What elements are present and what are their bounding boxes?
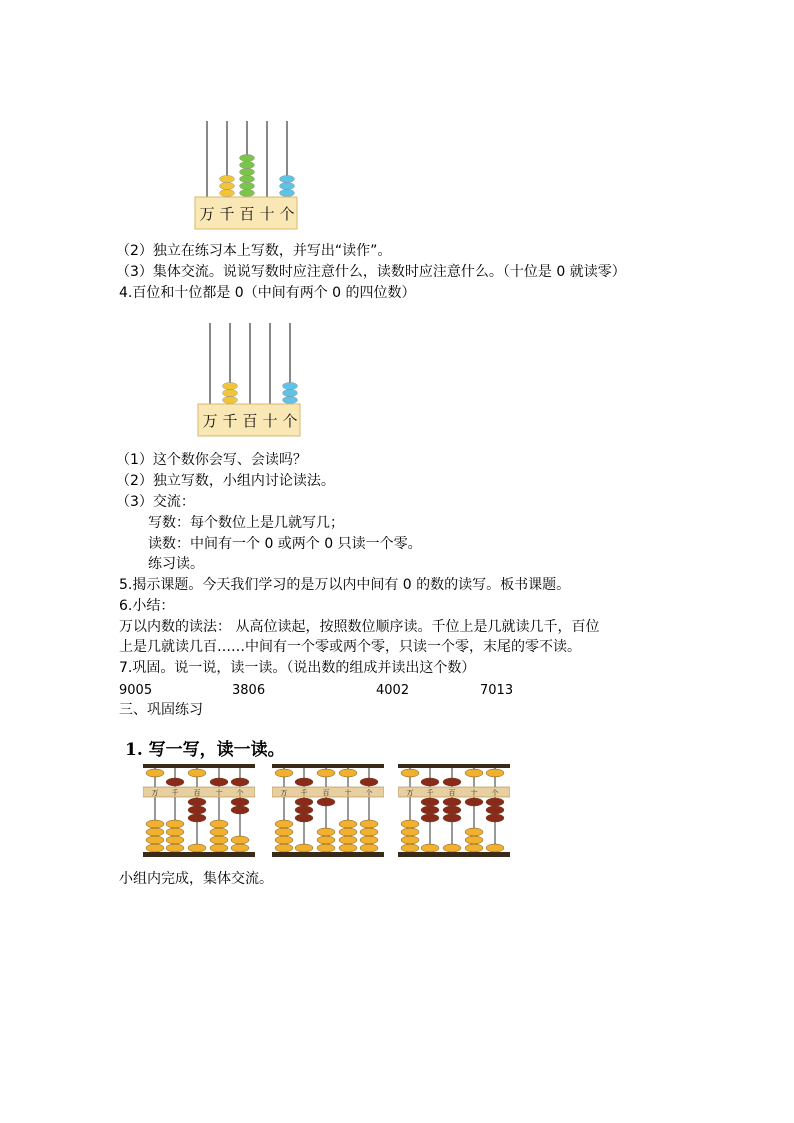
practice-text: 练习读。: [148, 556, 204, 572]
exercise-abacus-3-lower-bead: [443, 806, 461, 814]
abacus-1-bead: [220, 182, 235, 189]
exercise-abacus-1-lower-bead: [231, 798, 249, 806]
abacus-1-bead: [280, 175, 295, 182]
abacus-1-bead: [240, 182, 255, 189]
section-6-heading: 6.小结：: [119, 598, 175, 614]
exercise-abacus-3-label-1: 千: [426, 789, 434, 797]
abacus-1-bead: [280, 182, 295, 189]
exercise-abacus-1-lower-bead: [166, 844, 184, 852]
abacus-1-label-1: 千: [219, 205, 235, 223]
exercise-abacus-2-label-1: 千: [300, 789, 308, 797]
exercise-abacus-2-label-2: 百: [322, 789, 330, 797]
exercise-abacus-2-label-0: 万: [280, 789, 288, 797]
abacus-2-label-0: 万: [202, 412, 218, 430]
exercise-abacus-2-lower-bead: [275, 844, 293, 852]
number-3: 4002: [376, 683, 410, 698]
abacus-1-bead: [240, 168, 255, 175]
exercise-abacus-2-label-3: 十: [344, 789, 352, 797]
abacus-1-bead: [240, 175, 255, 182]
exercise-abacus-1-lower-bead: [188, 844, 206, 852]
exercise-abacus-2-lower-bead: [339, 820, 357, 828]
exercise-abacus-2-lower-bead: [295, 806, 313, 814]
abacus-figure-1: [192, 118, 302, 233]
section-4-heading: 4.百位和十位都是 0（中间有两个 0 的四位数）: [119, 285, 416, 301]
exercise-abacus-1-upper-bead: [231, 778, 249, 786]
abacus-1-label-2: 百: [239, 205, 255, 223]
abacus-2-label-3: 十: [262, 412, 278, 430]
abacus-1-bead: [240, 161, 255, 168]
exercise-abacus-2-lower-bead: [317, 798, 335, 806]
abacus-1-bead: [280, 189, 295, 196]
abacus-2-svg: [195, 320, 305, 437]
exercise-abacus-1-lower-bead: [210, 844, 228, 852]
exercise-abacus-3-lower-bead: [421, 798, 439, 806]
exercise-abacus-1-lower-bead: [231, 836, 249, 844]
abacus-2-bead: [283, 396, 298, 403]
exercise-abacus-1-upper-bead: [166, 778, 184, 786]
exercise-abacus-2-upper-bead: [360, 778, 378, 786]
step-2-text: （2）独立在练习本上写数，并写出“读作”。: [116, 243, 392, 259]
exercise-abacus-2-lower-bead: [317, 828, 335, 836]
exercise-abacus-3-label-3: 十: [470, 789, 478, 797]
exercise-abacus-1-lower-bead: [188, 814, 206, 822]
exercise-abacus-1-label-1: 千: [171, 789, 179, 797]
exercise-abacus-1-lower-bead: [231, 844, 249, 852]
abacus-2-bead: [283, 389, 298, 396]
exercise-abacus-3-lower-bead: [421, 806, 439, 814]
exercise-abacus-3-lower-bead: [443, 798, 461, 806]
exercise-abacus-1-lower-bead: [210, 828, 228, 836]
abacus-2-label-1: 千: [222, 412, 238, 430]
exercise-abacus-1-svg: [143, 764, 255, 857]
exercise-abacus-3-lower-bead: [486, 814, 504, 822]
exercise-abacus-1-lower-bead: [146, 828, 164, 836]
exercise-abacus-2-top-bar: [272, 764, 384, 768]
exercise-abacus-2-lower-bead: [295, 814, 313, 822]
exercise-abacus-2-label-4: 个: [365, 789, 373, 797]
exercise-abacus-3-lower-bead: [401, 820, 419, 828]
exercise-abacus-2-lower-bead: [317, 836, 335, 844]
exercise-abacus-1: [143, 764, 255, 857]
abacus-2-bead: [283, 382, 298, 389]
exercise-abacus-3-upper-bead: [401, 769, 419, 777]
closing-text: 小组内完成，集体交流。: [119, 871, 273, 887]
exercise-abacus-1-upper-bead: [146, 769, 164, 777]
q1-text: （1）这个数你会写、会读吗？: [116, 452, 307, 468]
exercise-abacus-1-top-bar: [143, 764, 255, 768]
exercise-abacus-2-lower-bead: [317, 844, 335, 852]
exercise-abacus-2-lower-bead: [360, 828, 378, 836]
exercise-abacus-3-svg: [398, 764, 510, 857]
exercise-abacus-2-lower-bead: [275, 820, 293, 828]
exercise-abacus-3-top-bar: [398, 764, 510, 768]
exercise-abacus-3-lower-bead: [401, 844, 419, 852]
exercise-abacus-2-lower-bead: [275, 828, 293, 836]
exercise-abacus-2: [272, 764, 384, 857]
exercise-abacus-2-lower-bead: [339, 844, 357, 852]
exercise-abacus-3-label-0: 万: [406, 789, 414, 797]
exercise-abacus-1-lower-bead: [166, 820, 184, 828]
abacus-1-bead: [240, 154, 255, 161]
exercise-abacus-2-lower-bead: [360, 836, 378, 844]
exercise-abacus-3-lower-bead: [401, 836, 419, 844]
exercise-abacus-1-upper-bead: [210, 778, 228, 786]
exercise-abacus-1-lower-bead: [146, 820, 164, 828]
exercise-abacus-3-lower-bead: [401, 828, 419, 836]
exercise-abacus-2-upper-bead: [295, 778, 313, 786]
exercise-abacus-2-upper-bead: [275, 769, 293, 777]
exercise-abacus-2-lower-bead: [275, 836, 293, 844]
q3-text: （3）交流：: [116, 494, 195, 510]
q2-text: （2）独立写数，小组内讨论读法。: [116, 473, 335, 489]
abacus-2-bead: [223, 382, 238, 389]
exercise-abacus-2-lower-bead: [339, 836, 357, 844]
abacus-2-bead: [223, 396, 238, 403]
number-4: 7013: [480, 683, 514, 698]
exercise-abacus-3: [398, 764, 510, 857]
exercise-abacus-3-lower-bead: [465, 844, 483, 852]
abacus-1-bead: [220, 175, 235, 182]
exercise-abacus-3-label-4: 个: [491, 789, 499, 797]
exercise-abacus-3-label-2: 百: [448, 789, 456, 797]
exercise-abacus-1-lower-bead: [166, 836, 184, 844]
exercise-heading: 1. 写一写，读一读。: [125, 740, 285, 760]
exercise-abacus-3-lower-bead: [421, 844, 439, 852]
abacus-2-label-4: 个: [282, 412, 298, 430]
abacus-figure-2: [195, 320, 305, 437]
exercise-abacus-1-lower-bead: [166, 828, 184, 836]
exercise-abacus-1-lower-bead: [146, 836, 164, 844]
exercise-abacus-1-lower-bead: [210, 820, 228, 828]
exercise-abacus-2-lower-bead: [360, 820, 378, 828]
abacus-1-bead: [240, 189, 255, 196]
exercise-abacus-1-label-0: 万: [151, 789, 159, 797]
abacus-1-bead: [220, 189, 235, 196]
exercise-abacus-1-label-4: 个: [236, 789, 244, 797]
exercise-abacus-1-bottom-bar: [143, 852, 255, 857]
exercise-abacus-2-bottom-bar: [272, 852, 384, 857]
abacus-1-label-3: 十: [259, 205, 275, 223]
exercise-abacus-2-lower-bead: [295, 844, 313, 852]
exercise-abacus-3-upper-bead: [486, 769, 504, 777]
exercise-abacus-3-lower-bead: [465, 836, 483, 844]
exercise-abacus-3-upper-bead: [421, 778, 439, 786]
exercise-abacus-2-upper-bead: [317, 769, 335, 777]
exercise-abacus-2-lower-bead: [339, 828, 357, 836]
section-5-text: 5.揭示课题。今天我们学习的是万以内中间有 0 的数的读写。板书课题。: [119, 577, 571, 593]
exercise-abacus-2-lower-bead: [295, 798, 313, 806]
number-1: 9005: [119, 683, 153, 698]
step-3-text: （3）集体交流。说说写数时应注意什么，读数时应注意什么。（十位是 0 就读零）: [116, 264, 626, 280]
number-2: 3806: [232, 683, 266, 698]
abacus-1-label-0: 万: [199, 205, 215, 223]
exercise-abacus-1-lower-bead: [210, 836, 228, 844]
exercise-abacus-1-lower-bead: [231, 806, 249, 814]
write-rule-text: 写数：每个数位上是几就写几；: [148, 515, 344, 531]
exercise-abacus-3-lower-bead: [443, 844, 461, 852]
exercise-abacus-1-lower-bead: [146, 844, 164, 852]
exercise-abacus-3-lower-bead: [421, 814, 439, 822]
exercise-abacus-3-lower-bead: [465, 828, 483, 836]
abacus-1-svg: [192, 118, 302, 233]
exercise-abacus-1-upper-bead: [188, 769, 206, 777]
exercise-abacus-3-lower-bead: [465, 798, 483, 806]
exercise-abacus-1-lower-bead: [188, 806, 206, 814]
section-7-text: 7.巩固。说一说，读一读。（说出数的组成并读出这个数）: [119, 660, 476, 676]
summary-line-2: 上是几就读几百……中间有一个零或两个零，只读一个零，末尾的零不读。: [119, 639, 581, 655]
abacus-1-label-4: 个: [279, 205, 295, 223]
exercise-abacus-3-upper-bead: [443, 778, 461, 786]
exercise-abacus-1-label-3: 十: [215, 789, 223, 797]
exercise-abacus-3-lower-bead: [486, 844, 504, 852]
exercise-abacus-1-lower-bead: [188, 798, 206, 806]
exercise-abacus-3-bottom-bar: [398, 852, 510, 857]
exercise-abacus-2-upper-bead: [339, 769, 357, 777]
exercise-abacus-3-lower-bead: [486, 798, 504, 806]
read-rule-text: 读数：中间有一个 0 或两个 0 只读一个零。: [148, 536, 422, 552]
exercise-abacus-3-lower-bead: [486, 806, 504, 814]
exercise-abacus-2-lower-bead: [360, 844, 378, 852]
exercise-abacus-3-lower-bead: [443, 814, 461, 822]
abacus-2-label-2: 百: [242, 412, 258, 430]
section-3-heading: 三、巩固练习: [119, 702, 203, 718]
exercise-abacus-1-label-2: 百: [193, 789, 201, 797]
abacus-2-bead: [223, 389, 238, 396]
exercise-abacus-2-svg: [272, 764, 384, 857]
exercise-abacus-3-upper-bead: [465, 769, 483, 777]
summary-line-1: 万以内数的读法： 从高位读起，按照数位顺序读。千位上是几就读几千，百位: [119, 619, 600, 635]
